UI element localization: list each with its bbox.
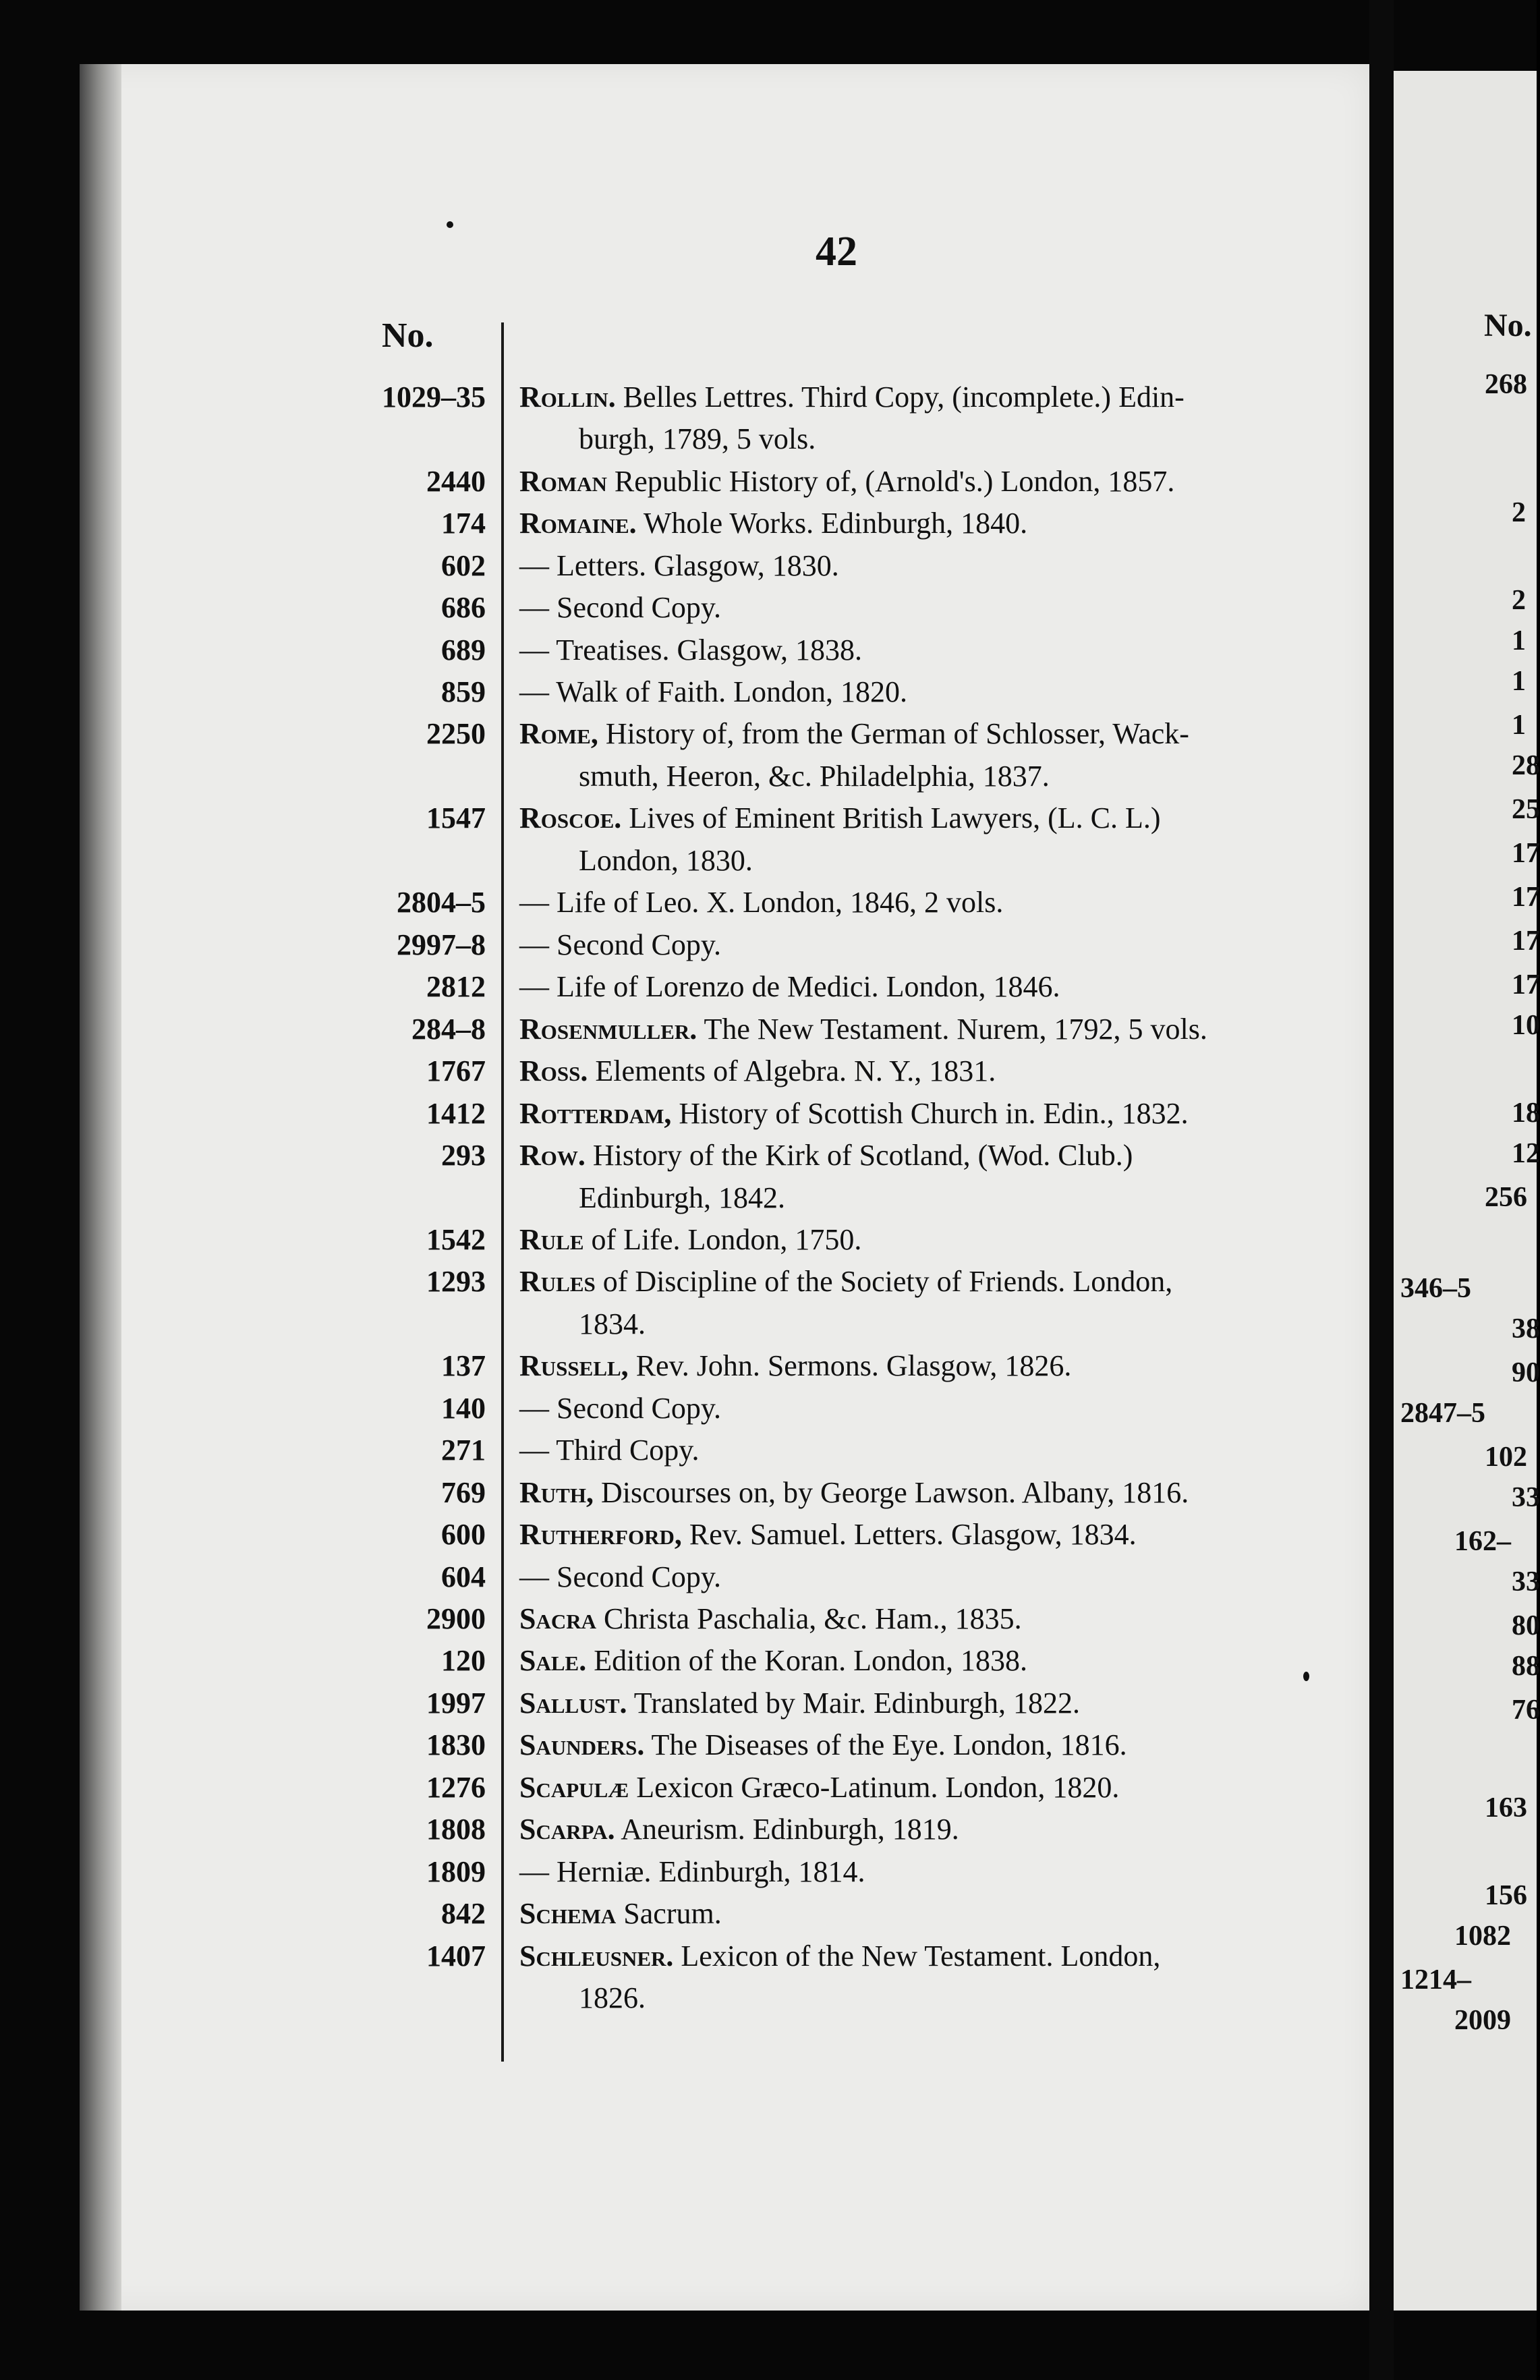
entry-description: — Herniæ. Edinburgh, 1814. (519, 1855, 865, 1888)
right-page-number: 90 (1512, 1357, 1540, 1388)
entry-number: 140 (441, 1392, 486, 1425)
entry-description: — Life of Leo. X. London, 1846, 2 vols. (519, 886, 1004, 919)
entry-description: Sacrum. (623, 1897, 722, 1930)
entry-number: 1029–35 (382, 380, 486, 414)
entry-description: — Third Copy. (519, 1434, 700, 1467)
entry-text (519, 713, 1329, 755)
entry-number: 2440 (426, 465, 486, 498)
entry-headword: Schema (519, 1897, 617, 1930)
entry-description: Rev. John. Sermons. Glasgow, 1826. (635, 1349, 1072, 1382)
entry-text (519, 545, 1329, 587)
entry-continuation-text: smuth, Heeron, &c. Philadelphia, 1837. (579, 760, 1050, 793)
right-page-number: 1 (1512, 625, 1526, 656)
right-page-number: 163 (1485, 1792, 1527, 1823)
entry-continuation-text: Edinburgh, 1842. (579, 1181, 785, 1214)
right-page-number: 346–5 (1400, 1273, 1471, 1304)
entry-text (519, 671, 1329, 713)
entry-headword: Rollin. (519, 380, 616, 414)
entry-number: 2812 (426, 970, 486, 1003)
right-page-number: 25 (1512, 794, 1540, 825)
entry-text (519, 966, 1329, 1008)
right-page-number: 76 (1512, 1695, 1540, 1726)
entry-headword: Russell, (519, 1349, 629, 1382)
number-column-heading: No. (382, 316, 434, 355)
entry-text (519, 461, 1329, 503)
right-page-number: 33 (1512, 1482, 1540, 1513)
entry-description: Translated by Mair. Edinburgh, 1822. (633, 1687, 1080, 1720)
entry-headword: Ross. (519, 1054, 588, 1087)
entry-number: 1997 (426, 1687, 486, 1720)
entry-number: 174 (441, 507, 486, 540)
entry-text (519, 1851, 1329, 1893)
entry-continuation-text: burgh, 1789, 5 vols. (579, 422, 816, 455)
column-divider (501, 322, 504, 2062)
entry-number: 1276 (426, 1771, 486, 1804)
entry-description: — Treatises. Glasgow, 1838. (519, 633, 863, 667)
entry-number: 1830 (426, 1728, 486, 1761)
entry-number: 689 (441, 633, 486, 667)
entry-text (519, 1893, 1329, 1935)
entry-text (519, 1472, 1329, 1514)
entry-headword: Rotterdam, (519, 1097, 672, 1130)
entry-number: 271 (441, 1434, 486, 1467)
entry-headword: Scapulæ (519, 1771, 629, 1804)
entry-number: 1412 (426, 1097, 486, 1130)
entry-description: — Second Copy. (519, 1560, 722, 1593)
entry-description: Elements of Algebra. N. Y., 1831. (595, 1054, 996, 1087)
right-page-number: 1082 (1454, 1921, 1511, 1952)
entry-number: 2900 (426, 1602, 486, 1635)
entry-description: — Life of Lorenzo de Medici. London, 1846. (519, 970, 1060, 1003)
entry-headword: Schleusner. (519, 1939, 674, 1973)
right-page-number: 2 (1512, 585, 1526, 616)
entry-headword: Scarpa. (519, 1813, 615, 1846)
entry-text (519, 1345, 1329, 1387)
entry-text (519, 1429, 1329, 1471)
right-page-number: 17 (1512, 969, 1540, 1000)
entry-headword: Sacra (519, 1602, 597, 1635)
entry-number: 842 (441, 1897, 486, 1930)
entry-description: — Second Copy. (519, 591, 722, 624)
entry-description: Christa Paschalia, &c. Ham., 1835. (604, 1602, 1022, 1635)
entry-description: Lexicon of the New Testament. London, (681, 1939, 1161, 1973)
entry-text (519, 503, 1329, 544)
entry-description: The Diseases of the Eye. London, 1816. (651, 1728, 1127, 1761)
right-page-number: 1 (1512, 666, 1526, 697)
entry-number: 1767 (426, 1054, 486, 1087)
entry-description: Republic History of, (Arnold's.) London, 1857. (614, 465, 1175, 498)
entry-description: — Second Copy. (519, 1392, 722, 1425)
entry-description: Edition of the Koran. London, 1838. (594, 1644, 1028, 1677)
entry-text (519, 1050, 1329, 1092)
entry-text (519, 1009, 1329, 1050)
right-page-numbers (1394, 0, 1540, 2380)
entry-description: The New Testament. Nurem, 1792, 5 vols. (704, 1013, 1207, 1046)
entry-headword: Sale. (519, 1644, 587, 1677)
entry-text (519, 1809, 1329, 1850)
entry-text (519, 1724, 1329, 1766)
entry-number: 686 (441, 591, 486, 624)
entry-continuation-text: London, 1830. (579, 844, 753, 877)
entry-number: 1547 (426, 801, 486, 834)
entry-description: — Second Copy. (519, 928, 722, 961)
entry-headword: Saunders. (519, 1728, 645, 1761)
entry-number: 2804–5 (397, 886, 486, 919)
entry-number: 293 (441, 1139, 486, 1172)
entry-text (519, 924, 1329, 966)
entry-text (519, 1935, 1329, 1977)
entry-text (519, 1682, 1329, 1724)
entry-description: of Life. London, 1750. (591, 1223, 862, 1256)
entry-description: Aneurism. Edinburgh, 1819. (621, 1813, 959, 1846)
entry-description: History of the Kirk of Scotland, (Wod. Club.) (592, 1139, 1133, 1172)
entry-description: — Letters. Glasgow, 1830. (519, 549, 839, 582)
entry-number: 1407 (426, 1939, 486, 1973)
entry-text (519, 1640, 1329, 1682)
right-page-number: 268 (1485, 369, 1527, 400)
right-page-number: 80 (1512, 1610, 1540, 1641)
right-page-number: 33 (1512, 1566, 1540, 1597)
entry-text (519, 376, 1329, 418)
right-page-number: 17 (1512, 838, 1540, 869)
entry-headword: Sallust. (519, 1687, 627, 1720)
right-page-number: 2847–5 (1400, 1398, 1485, 1429)
entry-text (519, 1261, 1329, 1303)
right-page-number: 17 (1512, 926, 1540, 957)
entry-number: 137 (441, 1349, 486, 1382)
right-page-number: 1214– (1400, 1964, 1471, 1995)
entry-number: 2250 (426, 717, 486, 750)
entry-number: 284–8 (411, 1013, 486, 1046)
entry-text (519, 1093, 1329, 1135)
right-page-number: 17 (1512, 882, 1540, 913)
entry-description: Whole Works. Edinburgh, 1840. (643, 507, 1028, 540)
entry-description: Rev. Samuel. Letters. Glasgow, 1834. (689, 1518, 1137, 1551)
right-page-number: 28 (1512, 750, 1540, 781)
entry-number: 2997–8 (397, 928, 486, 961)
entry-number: 769 (441, 1476, 486, 1509)
entry-headword: Ruth, (519, 1476, 594, 1509)
entry-number: 602 (441, 549, 486, 582)
entry-description: Lexicon Græco-Latinum. London, 1820. (636, 1771, 1120, 1804)
entry-description: of Discipline of the Society of Friends. London, (602, 1265, 1173, 1298)
right-page-number: 1 (1512, 710, 1526, 741)
entry-headword: Roscoe. (519, 801, 622, 834)
entry-headword: Romaine. (519, 507, 637, 540)
right-page-number: 256 (1485, 1182, 1527, 1213)
entry-headword: Rome, (519, 717, 598, 750)
entry-text (519, 1598, 1329, 1640)
right-page-number: 12 (1512, 1138, 1540, 1169)
entry-description: History of Scottish Church in. Edin., 1832. (679, 1097, 1189, 1130)
ink-speck (447, 221, 453, 228)
entry-text (519, 1219, 1329, 1261)
left-page-edge-shadow (80, 64, 121, 2311)
entry-headword: Rule (519, 1223, 584, 1256)
ink-speck (1303, 1672, 1309, 1681)
entry-number: 600 (441, 1518, 486, 1551)
entry-headword: Rosenmuller. (519, 1013, 697, 1046)
entry-text (519, 1388, 1329, 1429)
right-page-number: 2009 (1454, 2005, 1511, 2036)
entry-number: 859 (441, 675, 486, 708)
right-page-heading: No. (1484, 308, 1532, 343)
right-page-number: 18 (1512, 1098, 1540, 1129)
right-page-number: 156 (1485, 1880, 1527, 1911)
entry-headword: Rules (519, 1265, 596, 1298)
entry-text (519, 1556, 1329, 1598)
entry-text (519, 797, 1329, 839)
right-page-number: 38 (1512, 1313, 1540, 1344)
entry-headword: Rutherford, (519, 1518, 682, 1551)
right-page-number: 102 (1485, 1442, 1527, 1473)
entry-number: 1808 (426, 1813, 486, 1846)
right-page-number: 88 (1512, 1651, 1540, 1682)
right-page-number: 2 (1512, 497, 1526, 528)
right-page-number: 162– (1454, 1526, 1511, 1557)
entry-text (519, 1514, 1329, 1556)
entry-text (519, 882, 1329, 924)
entry-headword: Row. (519, 1139, 586, 1172)
entry-text (519, 587, 1329, 629)
entry-number: 1809 (426, 1855, 486, 1888)
entry-text (519, 1767, 1329, 1809)
right-page-number: 10 (1512, 1010, 1540, 1041)
entry-text (519, 1135, 1329, 1177)
entry-continuation-text: 1834. (579, 1307, 646, 1340)
entry-number: 120 (441, 1644, 486, 1677)
entry-continuation-text: 1826. (579, 1981, 646, 2014)
entry-description: — Walk of Faith. London, 1820. (519, 675, 907, 708)
entry-description: Discourses on, by George Lawson. Albany, 1816. (600, 1476, 1189, 1509)
page-number: 42 (816, 229, 857, 275)
entry-number: 1293 (426, 1265, 486, 1298)
entry-description: Belles Lettres. Third Copy, (incomplete.) Edin- (623, 380, 1185, 414)
entry-headword: Roman (519, 465, 607, 498)
entry-number: 604 (441, 1560, 486, 1593)
entry-number: 1542 (426, 1223, 486, 1256)
entry-description: History of, from the German of Schlosser, Wack- (605, 717, 1189, 750)
entry-description: Lives of Eminent British Lawyers, (L. C. L.) (629, 801, 1161, 834)
entry-text (519, 629, 1329, 671)
